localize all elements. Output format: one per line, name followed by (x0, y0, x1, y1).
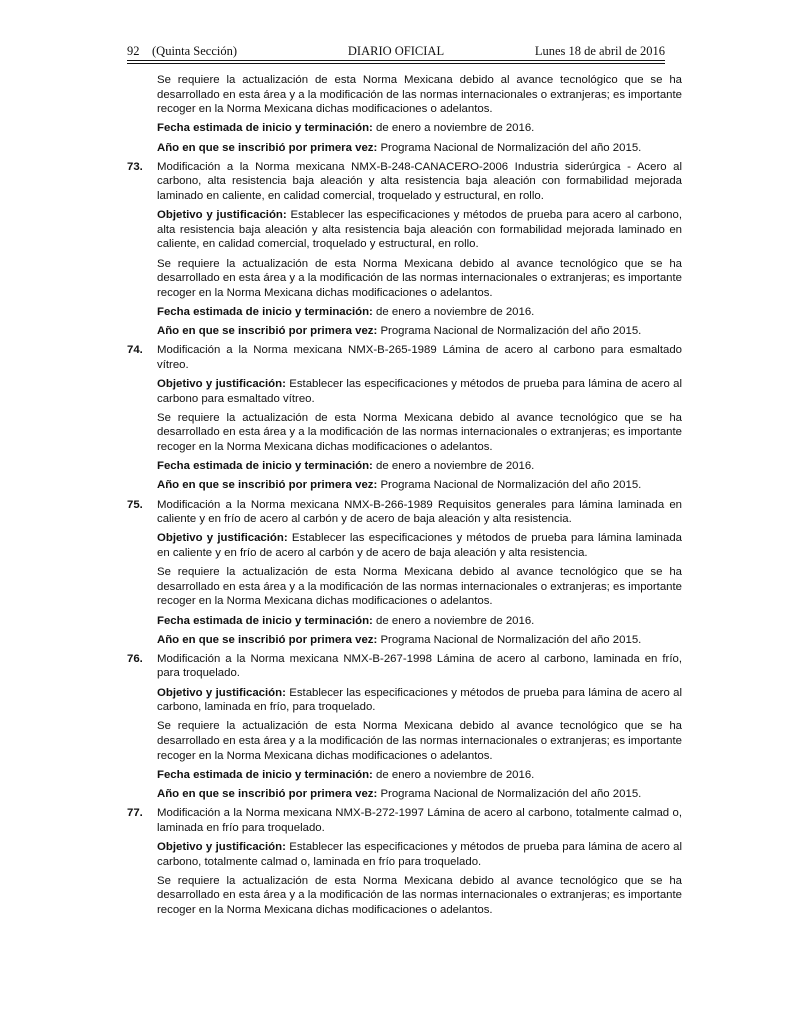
list-item (127, 343, 682, 493)
anio-label: Año en que se inscribió por primera vez: (157, 788, 378, 800)
anio-value: Programa Nacional de Normalización del año 2015. (377, 141, 642, 154)
anio-label: Año en que se inscribió por primera vez: (157, 141, 378, 154)
justification-paragraph: Se requiere la actualización de esta Norma Mexicana debido al avance tecnológico que se ha desarrollado en esta área y a la modificación de las normas internacionales o extranjeras; es importante recoger en la Norma Mexicana dichas modificaciones o adelantos. (157, 74, 682, 116)
justification-paragraph: Se requiere la actualización de esta Norma Mexicana debido al avance tecnológico que se ha desarrollado en esta área y a la modificación de las normas internacionales o extranjeras; es importante recoger en la Norma Mexicana dichas modificaciones o adelantos. (157, 720, 682, 762)
justification-paragraph: Se requiere la actualización de esta Norma Mexicana debido al avance tecnológico que se ha desarrollado en esta área y a la modificación de las normas internacionales o extranjeras; es importante recoger en la Norma Mexicana dichas modificaciones o adelantos. (157, 257, 682, 299)
item-title: Modificación a la Norma mexicana NMX-B-248-CANACERO-2006 Industria siderúrgica - Acero al carbono, alta resistencia baja aleación y alta resistencia baja aleación con formabilidad mejorada laminado en caliente, en calidad comercial, troquelado y estructural, en rollo. (157, 160, 682, 202)
objetivo-label: Objetivo y justificación: (157, 840, 286, 853)
fecha-paragraph (157, 121, 682, 136)
page-number-section: 92 (Quinta Sección) (127, 44, 238, 58)
fecha-paragraph (157, 614, 682, 629)
item-72-continuation (127, 73, 682, 155)
anio-paragraph (157, 633, 682, 648)
fecha-paragraph (157, 305, 682, 320)
publication-date: Lunes 18 de abril de 2016 (534, 44, 665, 58)
fecha-label: Fecha estimada de inicio y terminación: (157, 614, 373, 627)
fecha-value: de enero a noviembre de 2016. (372, 122, 535, 135)
objetivo-value: Establecer las especificaciones y métodos de prueba para acero al carbono, alta resistencia baja aleación y alta resistencia baja aleación con formabilidad mejorada laminado en caliente, en calidad comercial, troquelado y estructural, en rollo. (157, 209, 683, 251)
anio-paragraph (157, 787, 682, 802)
objetivo-paragraph (157, 208, 682, 252)
page-header (127, 44, 665, 60)
objetivo-paragraph (157, 686, 682, 715)
fecha-value: de enero a noviembre de 2016. (372, 768, 535, 781)
list-item (127, 160, 682, 339)
justification-paragraph: Se requiere la actualización de esta Norma Mexicana debido al avance tecnológico que se ha desarrollado en esta área y a la modificación de las normas internacionales o extranjeras; es importante recoger en la Norma Mexicana dichas modificaciones o adelantos. (157, 411, 682, 453)
anio-label: Año en que se inscribió por primera vez: (157, 325, 378, 338)
fecha-label: Fecha estimada de inicio y terminación: (157, 768, 373, 781)
publication-title: DIARIO OFICIAL (347, 44, 445, 58)
objetivo-value: Establecer las especificaciones y métodos de prueba para lámina de acero al carbono, totalmente calmad o, laminada en frío para troquelado. (157, 840, 682, 868)
item-title: Modificación a la Norma mexicana NMX-B-267-1998 Lámina de acero al carbono, laminada en frío, para troquelado. (157, 652, 682, 680)
item-title: Modificación a la Norma mexicana NMX-B-272-1997 Lámina de acero al carbono, totalmente calmad o, laminada en frío para troquelado. (157, 807, 682, 834)
document-body (127, 73, 682, 922)
item-title: Modificación a la Norma mexicana NMX-B-265-1989 Lámina de acero al carbono para esmaltado vítreo. (157, 344, 682, 371)
anio-paragraph (157, 324, 682, 339)
fecha-value: de enero a noviembre de 2016. (372, 460, 535, 473)
header-rule-top (127, 60, 665, 61)
item-number: 73. (127, 160, 143, 173)
anio-paragraph (157, 478, 682, 493)
header-rule-bottom (127, 63, 665, 64)
objetivo-value: Establecer las especificaciones y métodos de prueba para lámina laminada en caliente y en frío de acero al carbón y de acero de baja aleación y alta resistencia. (157, 532, 683, 559)
anio-label: Año en que se inscribió por primera vez: (157, 633, 378, 646)
justification-paragraph: Se requiere la actualización de esta Norma Mexicana debido al avance tecnológico que se ha desarrollado en esta área y a la modificación de las normas internacionales o extranjeras; es importante recoger en la Norma Mexicana dichas modificaciones o adelantos. (157, 874, 682, 916)
item-number: 77. (127, 807, 143, 820)
objetivo-paragraph (157, 840, 682, 869)
list-item (127, 806, 682, 917)
objetivo-value: Establecer las especificaciones y métodos de prueba para lámina de acero al carbono para esmaltado vítreo. (157, 378, 682, 405)
justification-paragraph: Se requiere la actualización de esta Norma Mexicana debido al avance tecnológico que se ha desarrollado en esta área y a la modificación de las normas internacionales o extranjeras; es importante recoger en la Norma Mexicana dichas modificaciones o adelantos. (157, 566, 682, 608)
anio-paragraph (157, 141, 682, 156)
anio-value: Programa Nacional de Normalización del año 2015. (377, 325, 642, 338)
fecha-value: de enero a noviembre de 2016. (372, 614, 535, 627)
item-number: 74. (127, 344, 143, 357)
anio-value: Programa Nacional de Normalización del año 2015. (377, 633, 642, 646)
fecha-label: Fecha estimada de inicio y terminación: (157, 460, 373, 473)
anio-value: Programa Nacional de Normalización del año 2015. (377, 479, 642, 492)
list-item (127, 652, 682, 802)
fecha-label: Fecha estimada de inicio y terminación: (157, 305, 373, 318)
objetivo-paragraph (157, 377, 682, 406)
item-number: 76. (127, 652, 143, 665)
fecha-value: de enero a noviembre de 2016. (372, 305, 535, 318)
list-item (127, 498, 682, 648)
fecha-paragraph (157, 459, 682, 474)
anio-label: Año en que se inscribió por primera vez: (157, 479, 378, 492)
fecha-paragraph (157, 768, 682, 783)
objetivo-label: Objetivo y justificación: (157, 686, 286, 699)
objetivo-paragraph (157, 531, 682, 560)
item-title: Modificación a la Norma mexicana NMX-B-266-1989 Requisitos generales para lámina laminada en caliente y en frío de acero al carbón y de acero de baja aleación y alta resistencia. (157, 498, 682, 526)
objetivo-label: Objetivo y justificación: (157, 532, 288, 545)
objetivo-value: Establecer las especificaciones y métodos de prueba para lámina de acero al carbono, laminada en frío, para troquelado. (157, 686, 682, 714)
objetivo-label: Objetivo y justificación: (157, 378, 286, 391)
anio-value: Programa Nacional de Normalización del año 2015. (377, 788, 642, 800)
objetivo-label: Objetivo y justificación: (157, 209, 287, 222)
fecha-label: Fecha estimada de inicio y terminación: (157, 122, 373, 135)
item-number: 75. (127, 498, 143, 511)
